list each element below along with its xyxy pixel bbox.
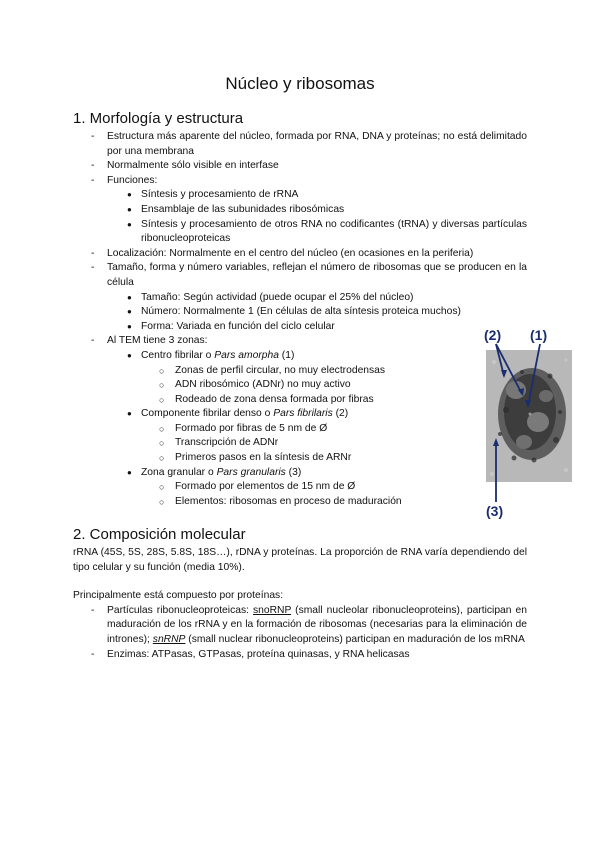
list-item: - Enzimas: ATPasas, GTPasas, proteína quinasas, y RNA helicasas bbox=[73, 648, 527, 663]
zones-list bbox=[107, 349, 487, 510]
proteins-intro: Principalmente está compuesto por proteínas: bbox=[73, 590, 284, 602]
section-composition-body bbox=[73, 546, 527, 662]
list-item bbox=[73, 334, 527, 509]
list-item: ○ Transcripción de ADNr bbox=[141, 436, 487, 451]
list-item: ○ Formado por elementos de 15 nm de Ø bbox=[141, 480, 487, 495]
list-item: ○ Formado por fibras de 5 nm de Ø bbox=[141, 422, 487, 437]
list-item: ● Número: Normalmente 1 (En células de alta síntesis proteica muchos) bbox=[107, 305, 527, 320]
functions-label: Funciones: bbox=[107, 174, 158, 186]
size-label: Tamaño, forma y número variables, reflejan el número de ribosomas que se producen en la célula bbox=[107, 262, 527, 288]
list-item: ● Síntesis y procesamiento de rRNA bbox=[107, 188, 527, 203]
list-item: ● Forma: Variada en función del ciclo celular bbox=[107, 320, 527, 335]
list-item: ● Síntesis y procesamiento de otros RNA no codificantes (tRNA) y diversas partículas ribonucleoproteicas bbox=[107, 218, 527, 247]
list-item: - Estructura más aparente del núcleo, formada por RNA, DNA y proteínas; no está delimitado por una membrana bbox=[73, 130, 527, 159]
sizes-list bbox=[107, 291, 527, 335]
snrnp-description: (small nuclear ribonucleoproteins) participan en maduración de los mRNA bbox=[185, 633, 525, 645]
zone-number: (3) bbox=[285, 466, 302, 478]
zone-latin-name: Pars amorpha bbox=[214, 349, 279, 361]
list-item: ○ Rodeado de zona densa formada por fibras bbox=[141, 393, 487, 408]
functions-list bbox=[107, 188, 527, 246]
list-item: ○ Zonas de perfil circular, no muy electrodensas bbox=[141, 364, 487, 379]
zone-text: Zona granular o bbox=[141, 466, 217, 478]
zone-latin-name: Pars granularis bbox=[216, 466, 286, 478]
zone-details bbox=[141, 364, 487, 408]
figure-label-3: (3) bbox=[486, 503, 504, 519]
snornp-term: snoRNP bbox=[252, 604, 292, 616]
zone-item bbox=[107, 407, 487, 465]
zone-details bbox=[141, 480, 487, 509]
zone-latin-name: Pars fibrilaris bbox=[273, 408, 333, 420]
section-morphology-body bbox=[73, 130, 527, 509]
list-item: ○ ADN ribosómico (ADNr) no muy activo bbox=[141, 378, 487, 393]
list-item: - Normalmente sólo visible en interfase bbox=[73, 159, 527, 174]
list-item: ● Tamaño: Según actividad (puede ocupar el 25% del núcleo) bbox=[107, 291, 527, 306]
zone-text: Centro fibrilar o bbox=[141, 349, 215, 361]
tem-label: Al TEM tiene 3 zonas: bbox=[107, 335, 208, 347]
figure-label-1: (1) bbox=[530, 327, 548, 343]
list-item bbox=[73, 604, 527, 648]
nucleolus-micrograph-figure bbox=[478, 324, 578, 524]
section-heading-composition: 2. Composición molecular bbox=[73, 526, 246, 543]
list-item bbox=[73, 174, 527, 247]
zone-details bbox=[141, 422, 487, 466]
zone-item bbox=[107, 349, 487, 407]
morphology-list bbox=[73, 130, 527, 509]
page-title: Núcleo y ribosomas bbox=[225, 74, 375, 93]
particles-label: Partículas ribonucleoproteicas: bbox=[107, 604, 253, 616]
section-heading-morphology: 1. Morfología y estructura bbox=[73, 110, 244, 127]
zone-text: Componente fibrilar denso o bbox=[141, 408, 274, 420]
figure-arrows bbox=[478, 324, 578, 524]
list-item: ○ Primeros pasos en la síntesis de ARNr bbox=[141, 451, 487, 466]
composition-paragraph: rRNA (45S, 5S, 28S, 5.8S, 18S…), rDNA y proteínas. La proporción de RNA varía dependiendo del tipo celular y su función (media 10%). bbox=[73, 547, 527, 573]
zone-number: (1) bbox=[278, 349, 295, 361]
figure-label-2: (2) bbox=[484, 327, 502, 343]
list-item: - Localización: Normalmente en el centro del núcleo (en ocasiones en la periferia) bbox=[73, 247, 527, 262]
snornp-description: (small nucleolar ribonucleoproteins), participan en maduración de los rRNA y en la formación de ribosomas (necesarias para la eliminación de intrones); bbox=[107, 604, 527, 645]
zone-number: (2) bbox=[332, 408, 349, 420]
list-item bbox=[73, 261, 527, 334]
list-item: ○ Elementos: ribosomas en proceso de maduración bbox=[141, 495, 487, 510]
zone-item bbox=[107, 466, 487, 510]
list-item: ● Ensamblaje de las subunidades ribosómicas bbox=[107, 203, 527, 218]
snrnp-term: snRNP bbox=[152, 633, 186, 645]
proteins-list bbox=[73, 604, 527, 662]
